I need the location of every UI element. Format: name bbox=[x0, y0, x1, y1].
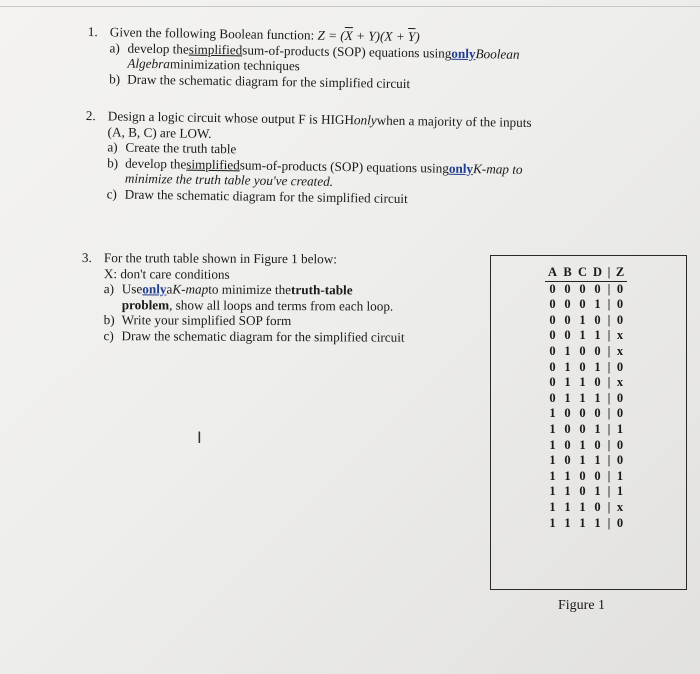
q3-a-text1: Use bbox=[121, 281, 143, 297]
q3-line1 bbox=[82, 250, 405, 267]
truth-table-cell: 0 bbox=[616, 359, 624, 374]
q1-func-x-bar: $\overline{X}$ bbox=[344, 28, 353, 44]
truth-table-row bbox=[545, 438, 627, 454]
q1-a-label: a) bbox=[109, 39, 121, 56]
q3-a-problem: problem bbox=[121, 296, 170, 312]
truth-table-row bbox=[545, 391, 627, 407]
truth-table-row bbox=[545, 500, 627, 516]
truth-table-cell: 0 bbox=[564, 406, 571, 421]
truth-table-cell: 1 bbox=[564, 484, 571, 499]
truth-table-cell: | bbox=[607, 281, 611, 296]
q2-c-label: c) bbox=[106, 185, 118, 201]
q3-b-text: Write your simplified SOP form bbox=[121, 312, 292, 329]
truth-table-cell: 1 bbox=[594, 328, 601, 343]
truth-table-cell: 1 bbox=[594, 484, 601, 499]
truth-table-cell: 0 bbox=[549, 390, 556, 405]
truth-table-cell: 0 bbox=[564, 437, 571, 452]
truth-table-cell: x bbox=[616, 343, 624, 358]
q3-part-b bbox=[82, 312, 405, 329]
truth-table-row bbox=[545, 313, 627, 329]
truth-table-cell: 0 bbox=[594, 437, 601, 452]
q3-number: 3. bbox=[81, 250, 92, 266]
q3-a-only: only bbox=[142, 281, 167, 297]
truth-table-cell: 1 bbox=[549, 515, 556, 530]
truth-table-row bbox=[545, 297, 627, 313]
q1-intro: Given the following Boolean function: bbox=[109, 24, 315, 43]
q2-b-line2: minimize the truth table you've created. bbox=[124, 170, 334, 189]
truth-table-cell: 1 bbox=[549, 499, 556, 514]
truth-table-cell: 1 bbox=[594, 421, 601, 436]
truth-table-cell: x bbox=[616, 499, 624, 514]
q2-number: 2. bbox=[85, 108, 96, 124]
truth-table-cell: 0 bbox=[616, 281, 624, 296]
truth-table-cell: 0 bbox=[579, 281, 586, 296]
truth-table-cell: 1 bbox=[616, 421, 624, 436]
truth-table-cell: 0 bbox=[549, 281, 556, 296]
q3-b-label: b) bbox=[103, 312, 115, 328]
q1-a-text1: develop the bbox=[127, 40, 189, 57]
truth-table-cell: 1 bbox=[549, 468, 556, 483]
truth-table-cell: 0 bbox=[594, 406, 601, 421]
truth-table-row bbox=[545, 453, 627, 469]
truth-table-cell: | bbox=[607, 453, 611, 468]
truth-table-cell: 0 bbox=[616, 406, 624, 421]
q1-func-mid: + Y)(X + bbox=[352, 28, 409, 45]
truth-table-cell: 0 bbox=[616, 515, 624, 530]
truth-table-cell: 0 bbox=[564, 281, 571, 296]
truth-table-cell: 0 bbox=[594, 312, 601, 327]
q2-b-only: only bbox=[448, 160, 474, 176]
truth-table-cell: 0 bbox=[564, 297, 571, 312]
truth-table-cell: 1 bbox=[594, 359, 601, 374]
truth-table-cell: 0 bbox=[549, 375, 556, 390]
question-2 bbox=[85, 108, 532, 208]
truth-table-cell: 0 bbox=[579, 359, 586, 374]
truth-table-cell: 0 bbox=[594, 343, 601, 358]
truth-table-cell: 0 bbox=[594, 375, 601, 390]
truth-table-cell: 1 bbox=[579, 499, 586, 514]
truth-table-row bbox=[545, 422, 627, 438]
truth-table-cell: | bbox=[607, 297, 611, 312]
truth-table-cell: 1 bbox=[579, 515, 586, 530]
truth-table-cell: 0 bbox=[579, 297, 586, 312]
q3-c-text: Draw the schematic diagram for the simplified circuit bbox=[121, 327, 405, 345]
truth-table-cell: 1 bbox=[549, 437, 556, 452]
truth-table-cell: 0 bbox=[616, 297, 624, 312]
q1-func-end: ) bbox=[415, 29, 420, 45]
truth-table-cell: 1 bbox=[594, 390, 601, 405]
q3-a-kmap: K-map bbox=[172, 281, 209, 297]
q3-part-a-line2 bbox=[82, 296, 405, 313]
truth-table-cell: | bbox=[607, 328, 611, 343]
truth-table-cell: 0 bbox=[564, 453, 571, 468]
truth-table-cell: 1 bbox=[564, 468, 571, 483]
truth-table-cell: | bbox=[607, 312, 611, 327]
q1-a-only: only bbox=[451, 45, 476, 61]
q3-a-text2: a bbox=[166, 281, 173, 297]
truth-table-cell: 1 bbox=[549, 484, 556, 499]
truth-table-cell: 1 bbox=[616, 484, 624, 499]
q1-a-simplified: simplified bbox=[188, 41, 243, 57]
truth-table-cell: 1 bbox=[564, 375, 571, 390]
figure-caption: Figure 1 bbox=[558, 598, 606, 613]
truth-table-cell: 0 bbox=[549, 297, 556, 312]
q3-part-c bbox=[82, 327, 405, 344]
truth-table-cell: 0 bbox=[616, 437, 624, 452]
truth-table-cell: | bbox=[607, 375, 611, 390]
truth-table-cell: 0 bbox=[549, 359, 556, 374]
q2-a-label: a) bbox=[107, 139, 118, 155]
truth-table-row bbox=[545, 406, 627, 422]
truth-table-cell: 0 bbox=[594, 499, 601, 514]
truth-table-cell: 1 bbox=[594, 453, 601, 468]
q3-line2 bbox=[82, 265, 405, 282]
q1-a-boolean: Boolean bbox=[475, 45, 520, 62]
truth-table-header-cell: A bbox=[547, 265, 558, 279]
truth-table-row bbox=[545, 469, 627, 485]
truth-table-cell: 1 bbox=[549, 406, 556, 421]
truth-table-cell: | bbox=[607, 390, 611, 405]
truth-table-cell: 0 bbox=[616, 312, 624, 327]
truth-table-cell: 1 bbox=[564, 515, 571, 530]
truth-table-cell: | bbox=[607, 359, 611, 374]
q2-inputs: (A, B, C) are LOW. bbox=[107, 123, 212, 141]
q2-line1a: Design a logic circuit whose output F is HIGH bbox=[107, 108, 355, 128]
truth-table-header-cell: Z bbox=[615, 265, 625, 279]
q3-a-line2: , show all loops and terms from each loop. bbox=[169, 296, 394, 314]
truth-table-cell: 1 bbox=[594, 297, 601, 312]
truth-table-cell: 1 bbox=[579, 312, 586, 327]
truth-table-header-cell: B bbox=[563, 265, 572, 279]
truth-table-header-cell: C bbox=[577, 265, 588, 279]
truth-table-cell: 0 bbox=[579, 468, 586, 483]
truth-table-cell: 0 bbox=[579, 421, 586, 436]
q1-func-lhs: Z = ( bbox=[317, 27, 345, 44]
truth-table-cell: 1 bbox=[579, 328, 586, 343]
q3-a-truth-table: truth-table bbox=[291, 282, 353, 298]
truth-table-cell: 1 bbox=[549, 453, 556, 468]
truth-table-row bbox=[545, 375, 627, 391]
q2-only: only bbox=[353, 112, 377, 128]
q2-b-text2: sum-of-products (SOP) equations using bbox=[239, 156, 450, 176]
top-edge-line bbox=[0, 6, 700, 7]
q1-func-y-bar: $\overline{Y}$ bbox=[407, 29, 416, 45]
truth-table-cell: 0 bbox=[564, 421, 571, 436]
truth-table-cell: 1 bbox=[579, 390, 586, 405]
truth-table-cell: 1 bbox=[579, 375, 586, 390]
truth-table-header-cell: | bbox=[607, 265, 611, 279]
truth-table-row bbox=[545, 344, 627, 360]
truth-table-cell: 0 bbox=[549, 328, 556, 343]
truth-table-cell: x bbox=[616, 375, 624, 390]
question-1 bbox=[87, 24, 520, 93]
truth-table-cell: | bbox=[607, 421, 611, 436]
truth-table-cell: 0 bbox=[549, 312, 556, 327]
truth-table-cell: | bbox=[607, 499, 611, 514]
truth-table-cell: 1 bbox=[564, 390, 571, 405]
text-cursor-icon: I bbox=[197, 428, 202, 447]
q2-a-text: Create the truth table bbox=[125, 139, 237, 157]
truth-table-cell: 0 bbox=[549, 343, 556, 358]
truth-table-cell: 0 bbox=[616, 453, 624, 468]
truth-table-cell: 0 bbox=[564, 312, 571, 327]
truth-table-cell: 1 bbox=[564, 343, 571, 358]
truth-table-cell: 0 bbox=[579, 406, 586, 421]
truth-table-row bbox=[545, 484, 627, 500]
truth-table-cell: 1 bbox=[579, 437, 586, 452]
truth-table-header-cell: D bbox=[592, 265, 603, 279]
truth-table-cell: | bbox=[607, 406, 611, 421]
truth-table-cell: 1 bbox=[564, 359, 571, 374]
truth-table-cell: 1 bbox=[579, 453, 586, 468]
q3-a-label: a) bbox=[103, 281, 115, 297]
question-3 bbox=[82, 250, 406, 345]
truth-table bbox=[545, 265, 627, 531]
q2-b-label: b) bbox=[107, 154, 119, 171]
truth-table-header bbox=[545, 265, 627, 282]
q1-b-text: Draw the schematic diagram for the simplified circuit bbox=[127, 71, 411, 91]
truth-table-cell: 0 bbox=[579, 484, 586, 499]
truth-table-cell: 1 bbox=[616, 468, 624, 483]
q1-b-label: b) bbox=[109, 70, 121, 87]
q2-b-text1: develop the bbox=[125, 155, 187, 172]
q1-function bbox=[317, 28, 419, 45]
truth-table-row bbox=[545, 282, 627, 298]
q2-b-kmap: K-map to bbox=[472, 160, 523, 177]
truth-table-cell: 1 bbox=[549, 421, 556, 436]
truth-table-row bbox=[545, 516, 627, 532]
truth-table-cell: 0 bbox=[594, 468, 601, 483]
truth-table-cell: 0 bbox=[564, 328, 571, 343]
truth-table-cell: x bbox=[616, 328, 624, 343]
q2-c-text: Draw the schematic diagram for the simplified circuit bbox=[124, 186, 408, 206]
q1-number: 1. bbox=[87, 24, 98, 40]
truth-table-cell: | bbox=[607, 343, 611, 358]
q3-part-a bbox=[82, 281, 405, 298]
truth-table-cell: 0 bbox=[594, 281, 601, 296]
q1-a-algebra: Algebra bbox=[127, 55, 171, 72]
truth-table-cell: | bbox=[607, 515, 611, 530]
truth-table-cell: | bbox=[607, 437, 611, 452]
truth-table-cell: | bbox=[607, 484, 611, 499]
q2-line1b: when a majority of the inputs bbox=[376, 112, 532, 131]
truth-table-cell: 1 bbox=[594, 515, 601, 530]
q1-a-text2: sum-of-products (SOP) equations using bbox=[242, 41, 452, 61]
truth-table-row bbox=[545, 360, 627, 376]
truth-table-cell: 0 bbox=[579, 343, 586, 358]
q3-dont-care: X: don't care conditions bbox=[103, 265, 230, 282]
q3-a-text3: to minimize the bbox=[208, 281, 292, 298]
truth-table-cell: 1 bbox=[564, 499, 571, 514]
truth-table-cell: | bbox=[607, 468, 611, 483]
q2-b-simplified: simplified bbox=[186, 156, 240, 172]
q3-c-label: c) bbox=[103, 327, 114, 343]
q1-a-techniques: minimization techniques bbox=[169, 56, 301, 74]
truth-table-cell: 0 bbox=[616, 390, 624, 405]
truth-table-row bbox=[545, 328, 627, 344]
q3-line1: For the truth table shown in Figure 1 below: bbox=[103, 250, 337, 267]
